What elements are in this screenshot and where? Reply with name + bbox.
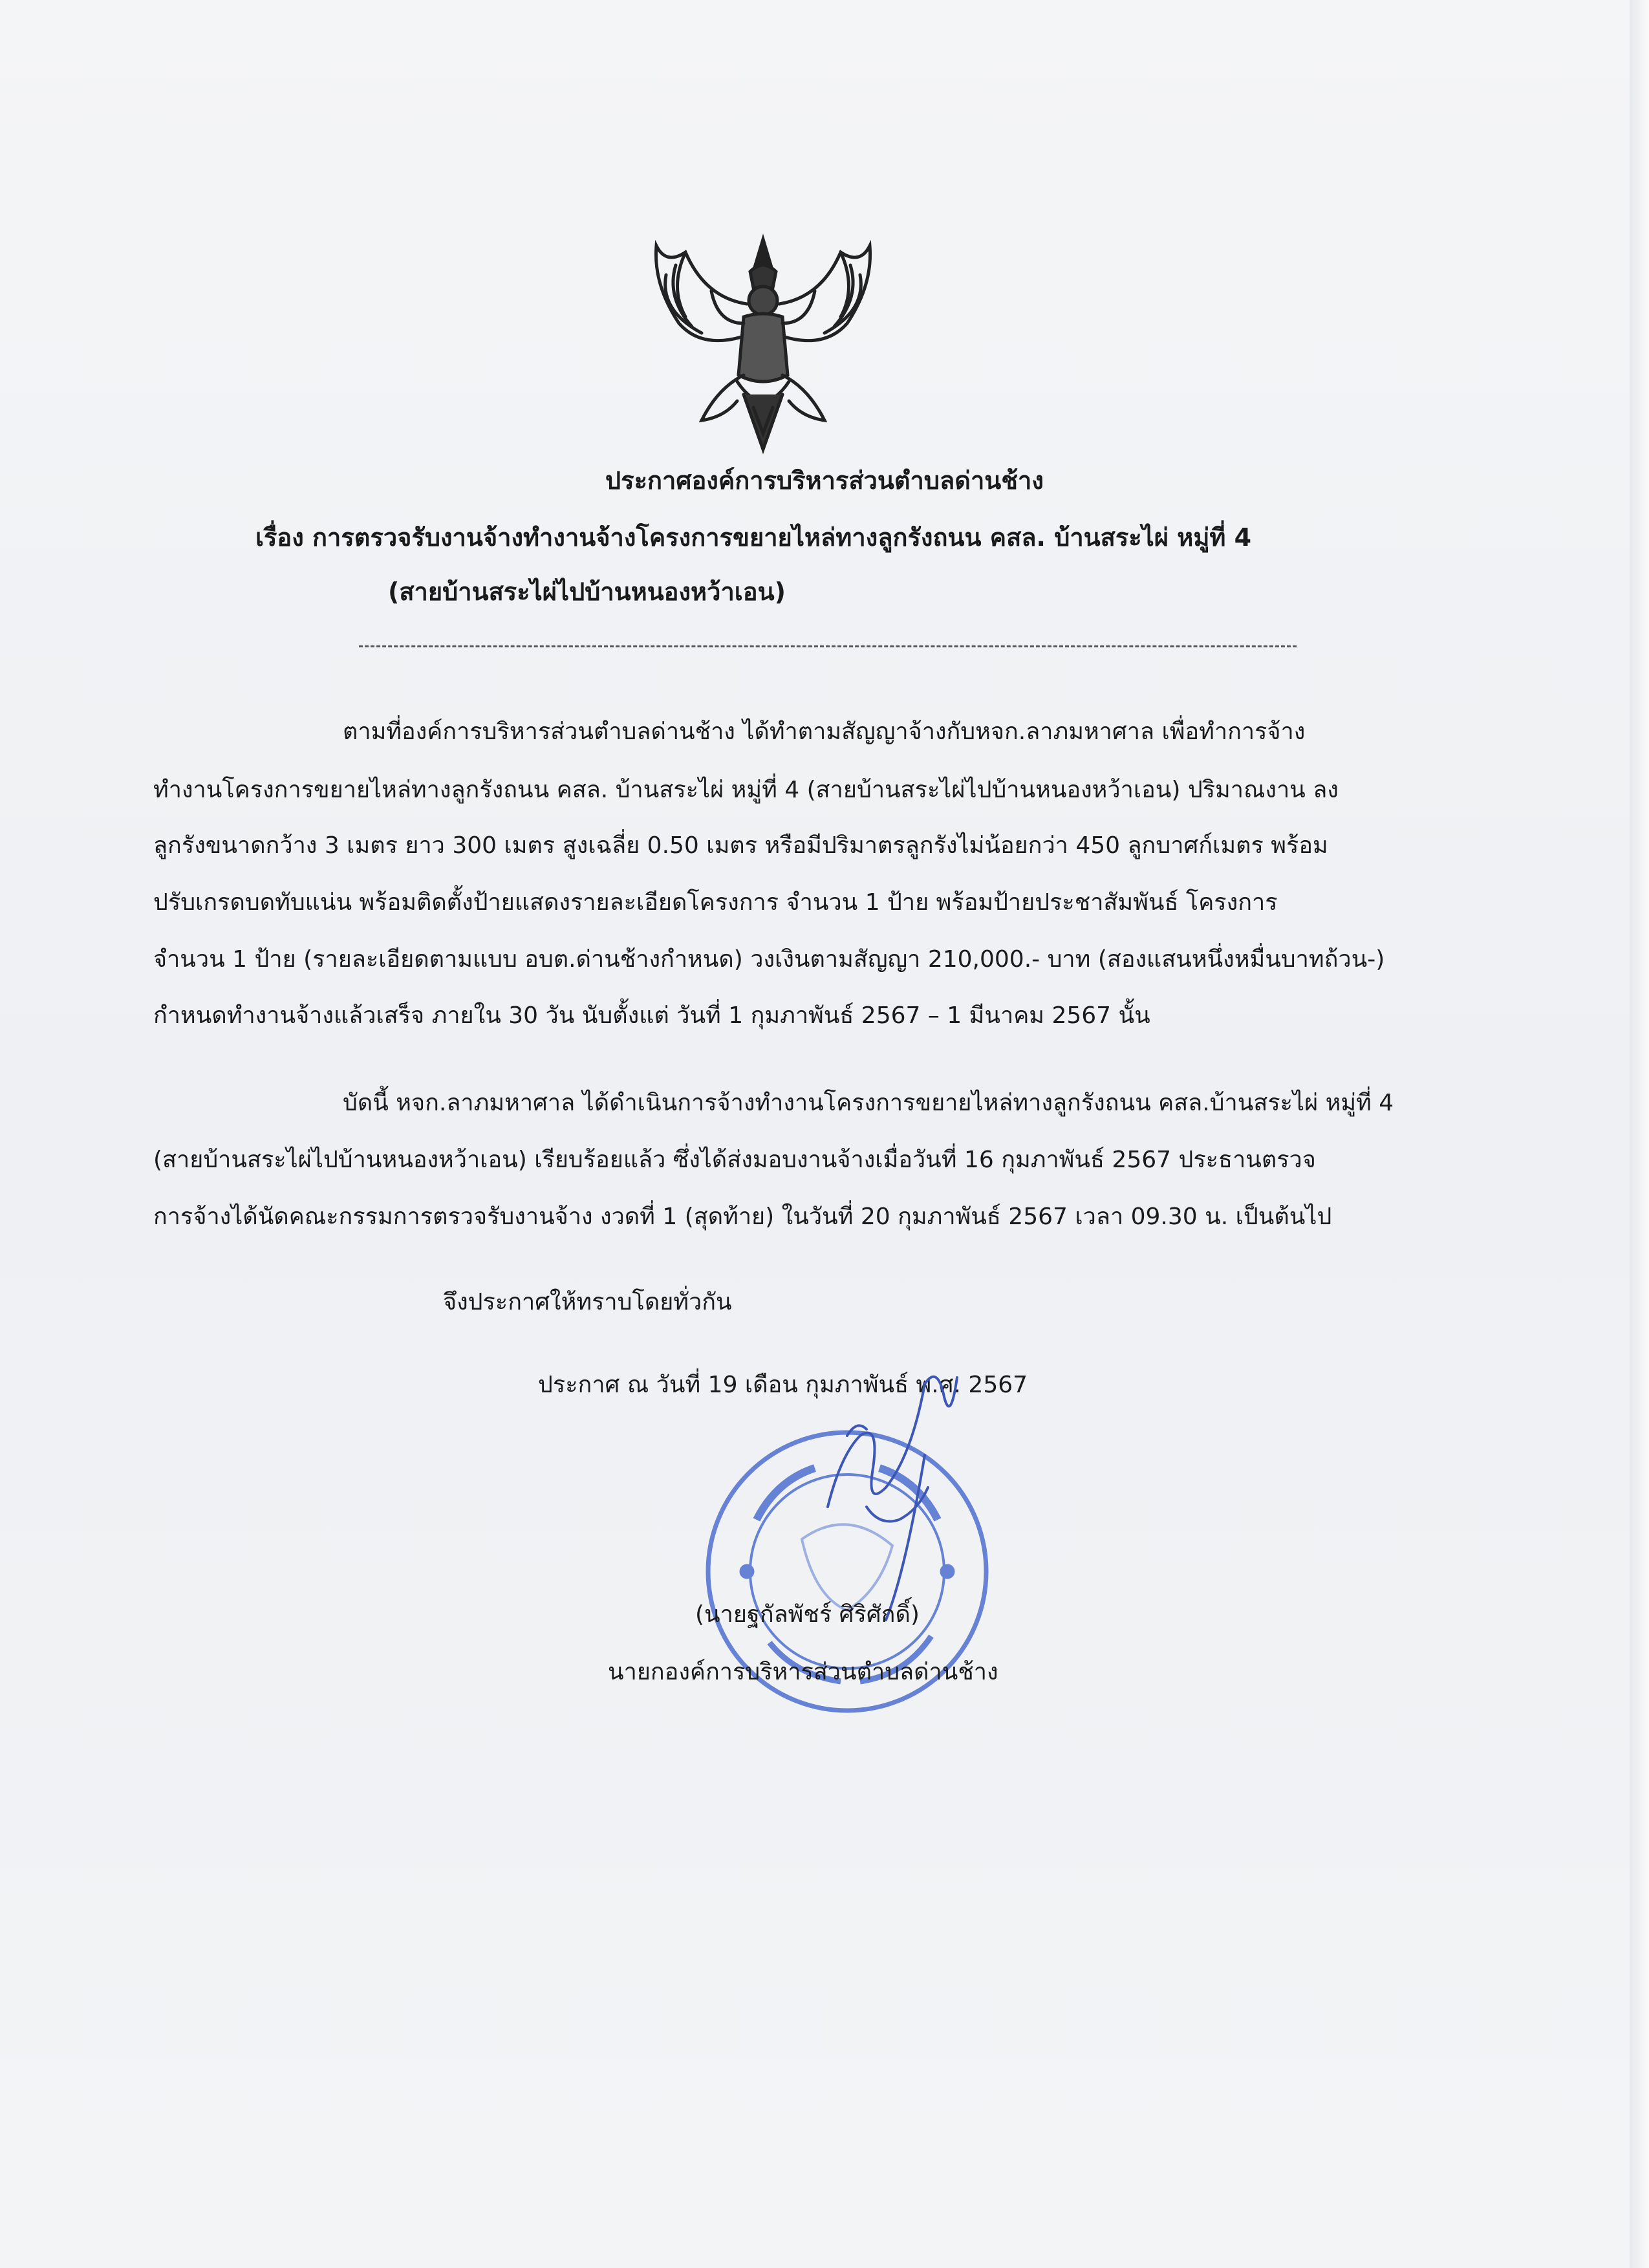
garuda-emblem: [640, 226, 886, 459]
dashed-divider: [359, 645, 1297, 647]
handwritten-signature: [789, 1358, 1035, 1630]
paragraph-1-line: กำหนดทำงานจ้างแล้วเสร็จ ภายใน 30 วัน นับตั้งแต่ วันที่ 1 กุมภาพันธ์ 2567 – 1 มีนาคม 2567 นั้น: [153, 1002, 1150, 1029]
paragraph-1-line: ลูกรังขนาดกว้าง 3 เมตร ยาว 300 เมตร สูงเฉลี่ย 0.50 เมตร หรือมีปริมาตรลูกรังไม่น้อยกว่า 450 ลูกบาศก์เมตร พร้อม: [153, 832, 1328, 859]
signatory-name: (นายฐกัลพัชร์ ศิริศักดิ์): [695, 1601, 920, 1628]
announcement-date: ประกาศ ณ วันที่ 19 เดือน กุมภาพันธ์ พ.ศ. 2567: [538, 1372, 1028, 1398]
closing-line: จึงประกาศให้ทราบโดยทั่วกัน: [443, 1289, 732, 1315]
page-edge: [1630, 0, 1649, 2268]
paragraph-1-line: ทำงานโครงการขยายไหล่ทางลูกรังถนน คสล. บ้านสระไผ่ หมู่ที่ 4 (สายบ้านสระไผ่ไปบ้านหนองหว้าเอน) ปริมาณงาน ลง: [153, 777, 1339, 803]
signatory-position: นายกองค์การบริหารส่วนตำบลด่านช้าง: [608, 1659, 998, 1685]
announcement-title: ประกาศองค์การบริหารส่วนตำบลด่านช้าง: [605, 466, 1044, 495]
announcement-subject-cont: (สายบ้านสระไผ่ไปบ้านหนองหว้าเอน): [388, 578, 786, 606]
announcement-subject: เรื่อง การตรวจรับงานจ้างทำงานจ้างโครงการขยายไหล่ทางลูกรังถนน คสล. บ้านสระไผ่ หมู่ที่ 4: [255, 523, 1252, 552]
paragraph-2-line: (สายบ้านสระไผ่ไปบ้านหนองหว้าเอน) เรียบร้อยแล้ว ซึ่งได้ส่งมอบงานจ้างเมื่อวันที่ 16 กุมภาพันธ์ 2567 ประธานตรวจ: [153, 1147, 1316, 1173]
paragraph-2-line: บัดนี้ หจก.ลาภมหาศาล ได้ดำเนินการจ้างทำงานโครงการขยายไหล่ทางลูกรังถนน คสล.บ้านสระไผ่ หมู่ที่ 4: [343, 1090, 1394, 1116]
paragraph-1-line: จำนวน 1 ป้าย (รายละเอียดตามแบบ อบต.ด่านช้างกำหนด) วงเงินตามสัญญา 210,000.- บาท (สองแสนหนึ่งหมื่นบาทถ้วน-): [153, 946, 1385, 973]
paragraph-1-line: ปรับเกรดบดทับแน่น พร้อมติดตั้งป้ายแสดงรายละเอียดโครงการ จำนวน 1 ป้าย พร้อมป้ายประชาสัมพันธ์ โครงการ: [153, 889, 1278, 916]
paragraph-1-line: ตามที่องค์การบริหารส่วนตำบลด่านช้าง ได้ทำตามสัญญาจ้างกับหจก.ลาภมหาศาล เพื่อทำการจ้าง: [343, 718, 1306, 745]
paragraph-2-line: การจ้างได้นัดคณะกรรมการตรวจรับงานจ้าง งวดที่ 1 (สุดท้าย) ในวันที่ 20 กุมภาพันธ์ 2567 เวลา 09.30 น. เป็นต้นไป: [153, 1204, 1332, 1230]
